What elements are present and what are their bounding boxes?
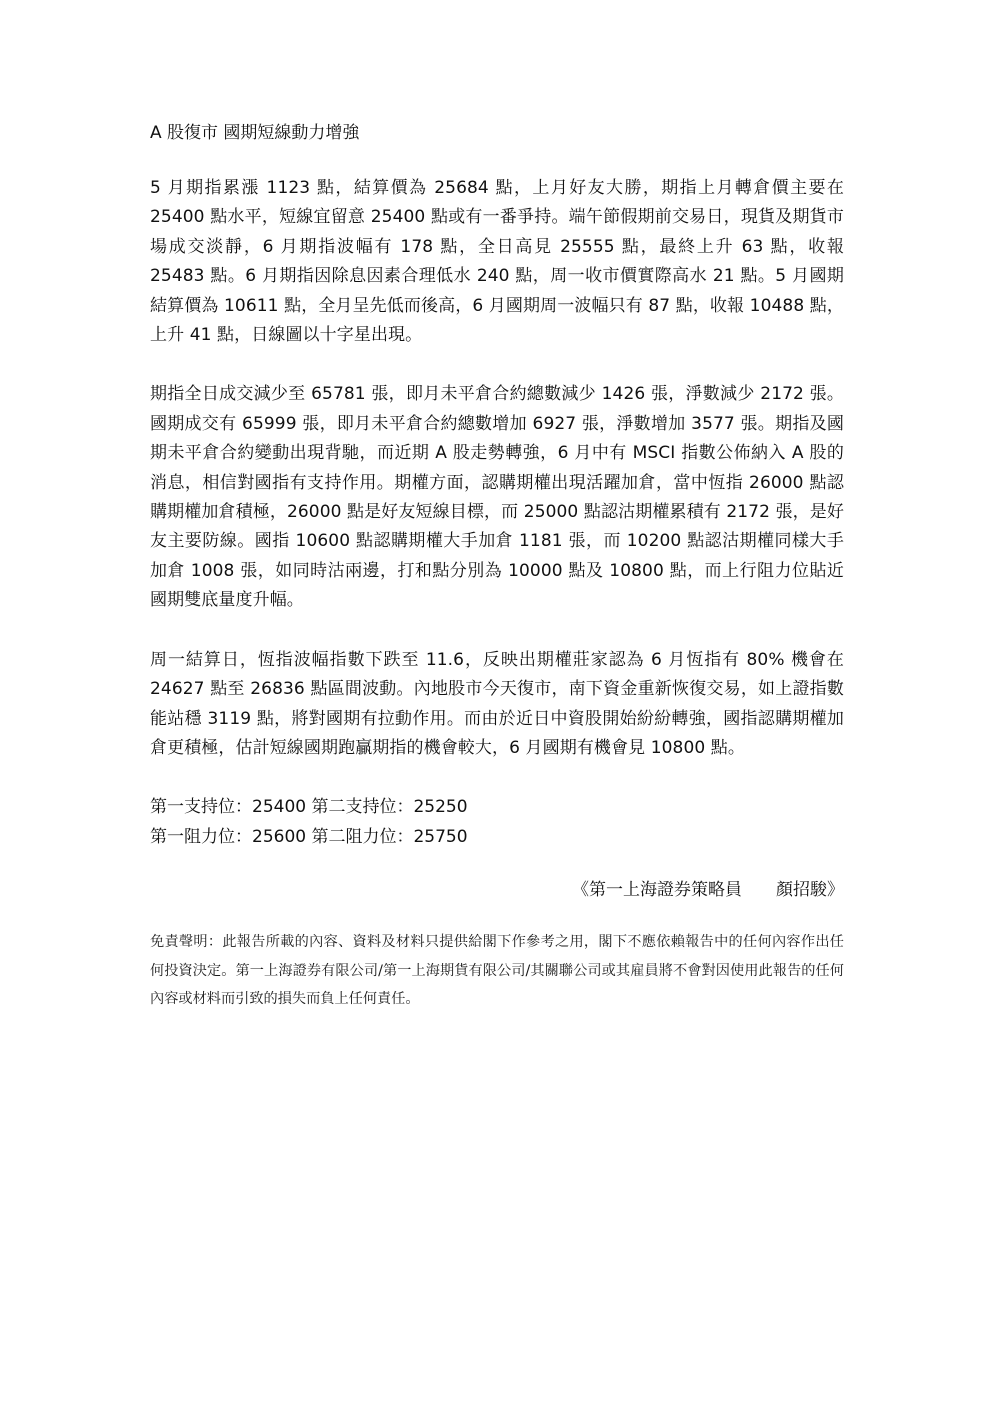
paragraph-open-interest: 期指全日成交減少至 65781 張，即月未平倉合約總數減少 1426 張，淨數減少 2172 張。國期成交有 65999 張，即月未平倉合約總數增加 6927 張，淨數增加 3577 張。期指及國期未平倉合約變動出現背馳，而近期 A 股走勢轉強，6 月中有 MSCI 指數公佈納入 A 股的消息，相信對國指有支持作用。期權方面，認購期權出現活躍加倉，當中恆指 26000 點認購期權加倉積極，26000 點是好友短線目標，而 25000 點認沽期權累積有 2172 張，是好友主要防線。國指 10600 點認購期權大手加倉 1181 張，而 10200 點認沽期權同樣大手加倉 1008 張，如同時沽兩邊，打和點分別為 10000 點及 10800 點，而上行阻力位貼近國期雙底量度升幅。 bbox=[150, 384, 844, 611]
document-page bbox=[150, 118, 844, 1014]
author-signature: 《第一上海證券策略員 顏招駿》 bbox=[572, 880, 844, 901]
document-title: A 股復市 國期短線動力增強 bbox=[150, 123, 360, 143]
support-levels: 第一支持位：25400 第二支持位：25250 bbox=[150, 797, 468, 818]
paragraph-futures-summary: 5 月期指累漲 1123 點，結算價為 25684 點，上月好友大勝，期指上月轉倉價主要在 25400 點水平，短線宜留意 25400 點或有一番爭持。端午節假期前交易日，現貨及期貨市場成交淡靜，6 月期指波幅有 178 點，全日高見 25555 點，最終上升 63 點，收報 25483 點。6 月期指因除息因素合理低水 240 點，周一收市價實際高水 21 點。5 月國期結算價為 10611 點，全月呈先低而後高，6 月國期周一波幅只有 87 點，收報 10488 點，上升 41 點，日線圖以十字星出現。 bbox=[150, 178, 844, 346]
resistance-levels: 第一阻力位：25600 第二阻力位：25750 bbox=[150, 826, 468, 847]
disclaimer-text: 免責聲明：此報告所載的內容、資料及材料只提供給閣下作參考之用，閣下不應依賴報告中的任何內容作出任何投資決定。第一上海證券有限公司/第一上海期貨有限公司/其關聯公司或其雇員將不會對因使用此報告的任何內容或材料而引致的損失而負上任何責任。 bbox=[150, 934, 844, 1008]
paragraph-outlook: 周一結算日，恆指波幅指數下跌至 11.6，反映出期權莊家認為 6 月恆指有 80% 機會在 24627 點至 26836 點區間波動。內地股市今天復市，南下資金重新恢復交易，如上證指數能站穩 3119 點，將對國期有拉動作用。而由於近日中資股開始紛紛轉強，國指認購期權加倉更積極，估計短線國期跑贏期指的機會較大，6 月國期有機會見 10800 點。 bbox=[150, 649, 844, 758]
levels-block bbox=[150, 793, 844, 852]
